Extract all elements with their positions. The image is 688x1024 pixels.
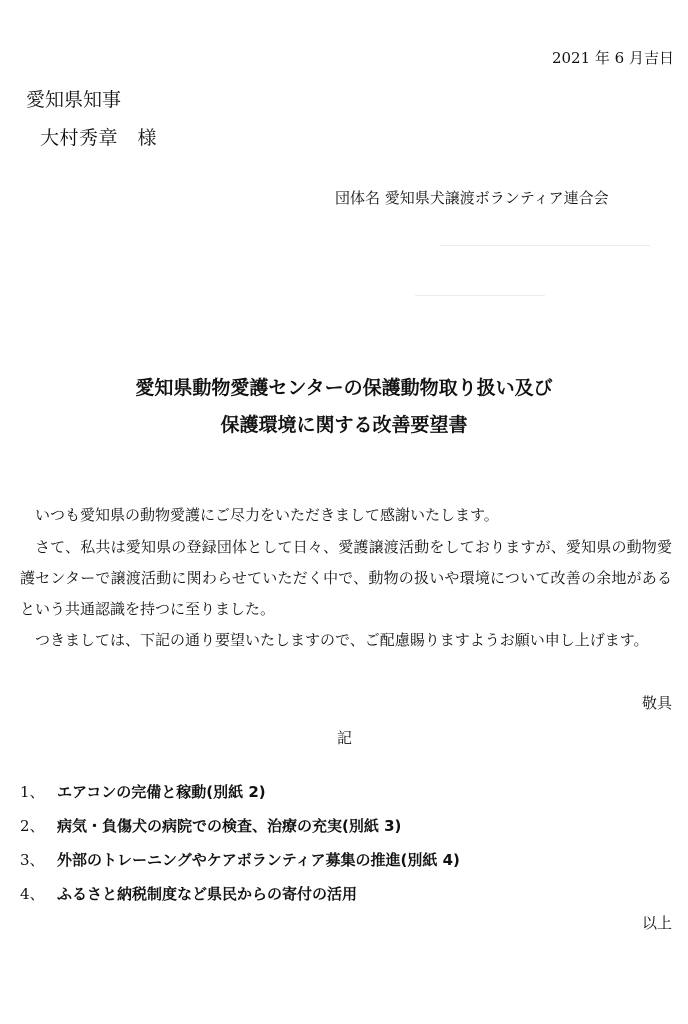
list-item-text: 外部のトレーニングやケアボランティア募集の推進(別紙 4)	[57, 851, 460, 869]
list-item-number: 2、	[20, 817, 45, 835]
redacted-line	[415, 295, 545, 296]
recipient-name: 大村秀章 様	[40, 127, 158, 149]
body-paragraph-greeting: いつも愛知県の動物愛護にご尽力をいただきまして感謝いたします。	[35, 506, 499, 524]
ending-mark: 以上	[641, 914, 672, 932]
document-title-line-2: 保護環境に関する改善要望書	[220, 414, 468, 436]
closing-salutation: 敬具	[641, 694, 672, 712]
list-item	[20, 781, 460, 815]
sender-organization: 団体名 愛知県犬譲渡ボランティア連合会	[335, 189, 609, 207]
letter-date: 2021 年 6 月吉日	[551, 49, 674, 67]
list-item-number: 4、	[20, 885, 45, 903]
ki-heading: 記	[337, 729, 353, 747]
body-paragraph-request: つきましては、下記の通り要望いたしますので、ご配慮賜りますようお願い申し上げます。	[35, 631, 649, 649]
document-title-line-1: 愛知県動物愛護センターの保護動物取り扱い及び	[135, 377, 553, 399]
list-item	[20, 815, 460, 849]
body-paragraph-background: さて、私共は愛知県の登録団体として日々、愛護譲渡活動をしておりますが、愛知県の動物愛護センターで譲渡活動に関わらせていただく中で、動物の扱いや環境について改善の余地があるという共通認識を持つに至りました。	[20, 538, 672, 618]
list-item-text: ふるさと納税制度など県民からの寄付の活用	[57, 885, 358, 903]
list-item-text: 病気・負傷犬の病院での検査、治療の充実(別紙 3)	[57, 817, 402, 835]
redacted-line	[440, 245, 650, 246]
list-item	[20, 849, 460, 883]
list-item-text: エアコンの完備と稼動(別紙 2)	[57, 783, 266, 801]
recipient-title: 愛知県知事	[26, 89, 122, 111]
request-list	[20, 781, 460, 917]
list-item-number: 3、	[20, 851, 45, 869]
list-item	[20, 883, 460, 917]
list-item-number: 1、	[20, 783, 45, 801]
